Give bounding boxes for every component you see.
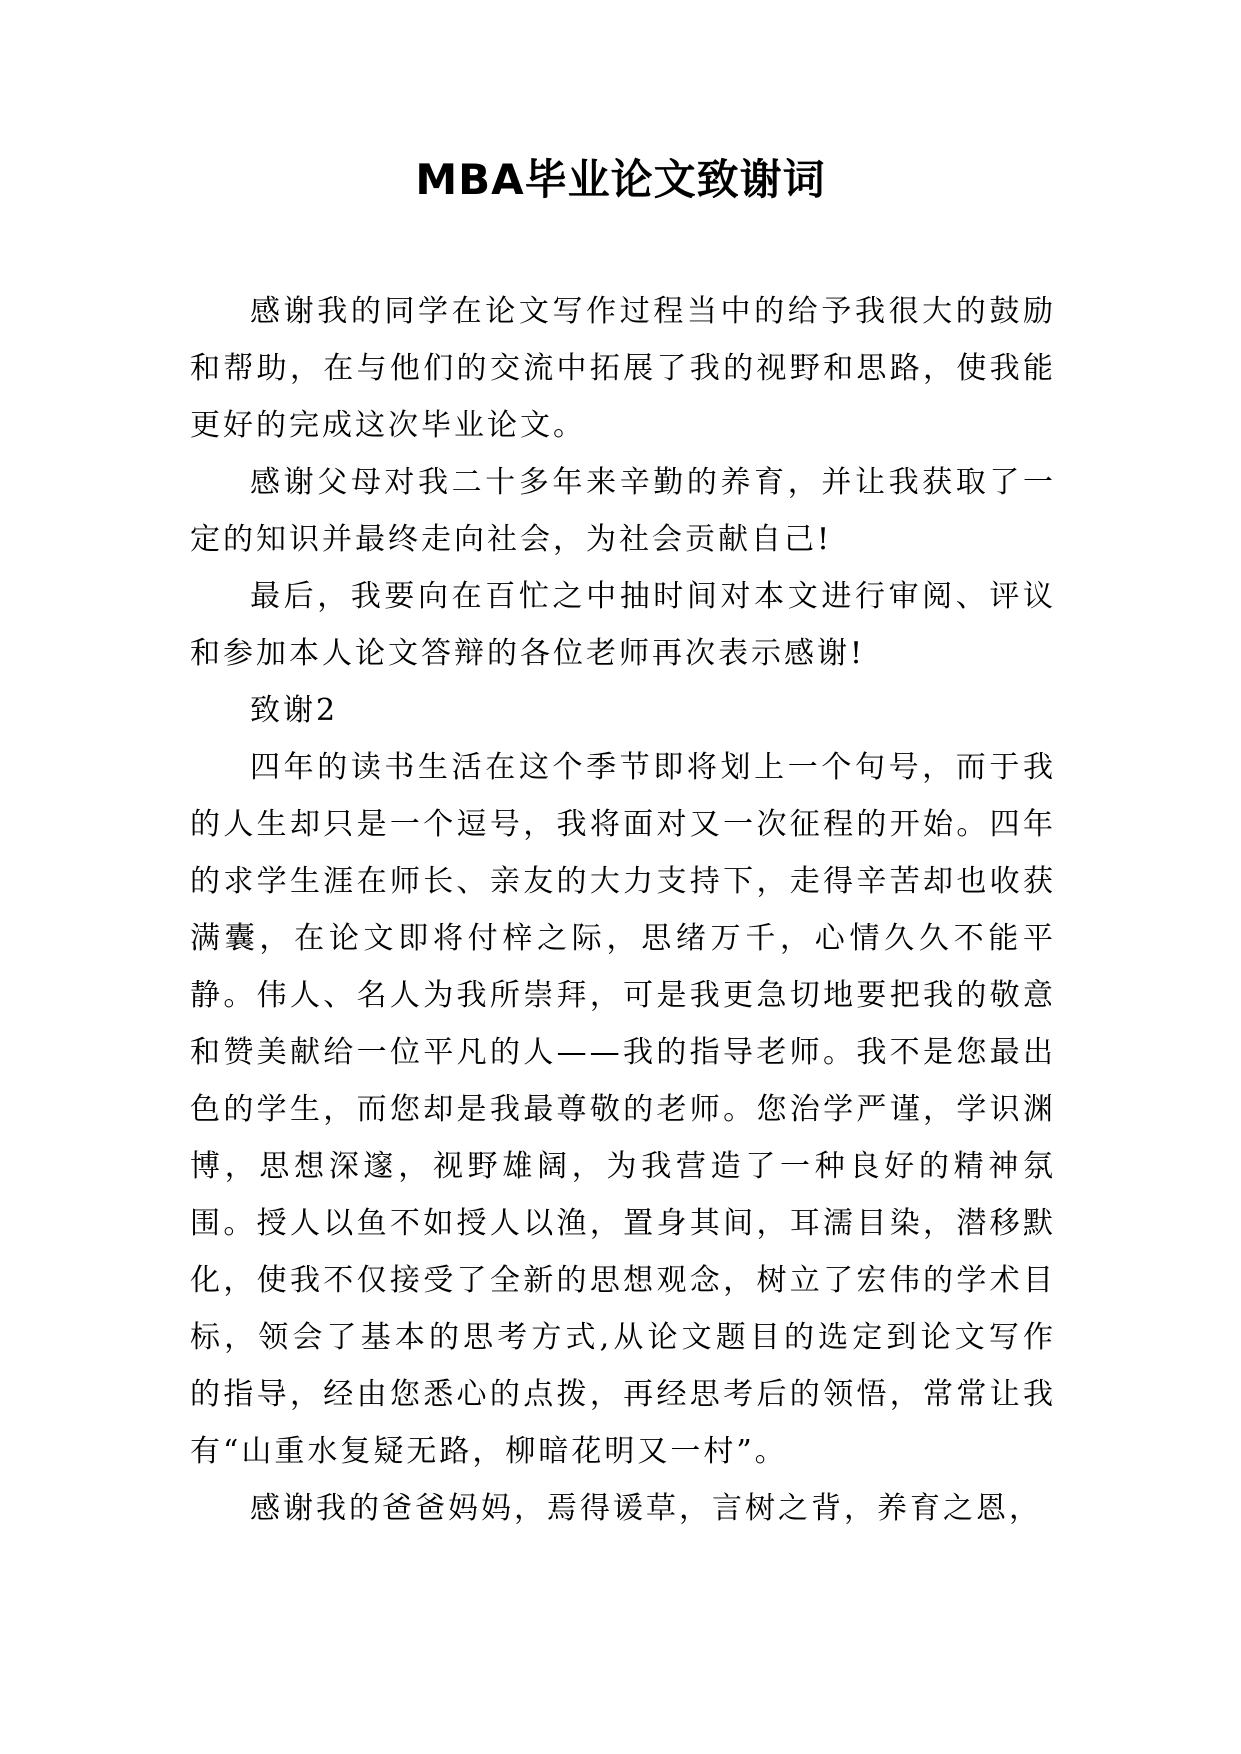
document-body xyxy=(190,283,1056,1537)
paragraph-thanks-mom-dad: 感谢我的爸爸妈妈，焉得谖草，言树之背，养育之恩， xyxy=(250,1491,1042,1526)
section-heading-thanks-2: 致谢2 xyxy=(250,693,339,728)
paragraph-thanks-parents: 感谢父母对我二十多年来辛勤的养育，并让我获取了一定的知识并最终走向社会，为社会贡献自己! xyxy=(190,465,1056,557)
paragraph-thanks-advisor: 四年的读书生活在这个季节即将划上一个句号，而于我的人生却只是一个逗号，我将面对又一次征程的开始。四年的求学生涯在师长、亲友的大力支持下，走得辛苦却也收获满囊，在论文即将付梓之际，思绪万千，心情久久不能平静。伟人、名人为我所崇拜，可是我更急切地要把我的敬意和赞美献给一位平凡的人——我的指导老师。我不是您最出色的学生，而您却是我最尊敬的老师。您治学严谨，学识渊博，思想深邃，视野雄阔，为我营造了一种良好的精神氛围。授人以鱼不如授人以渔，置身其间，耳濡目染，潜移默化，使我不仅接受了全新的思想观念，树立了宏伟的学术目标，领会了基本的思考方式,从论文题目的选定到论文写作的指导，经由您悉心的点拨，再经思考后的领悟，常常让我有“山重水复疑无路，柳暗花明又一村”。 xyxy=(190,750,1056,1469)
document-title: MBA毕业论文致谢词 xyxy=(415,155,826,204)
paragraph-thanks-classmates: 感谢我的同学在论文写作过程当中的给予我很大的鼓励和帮助，在与他们的交流中拓展了我的视野和思路，使我能更好的完成这次毕业论文。 xyxy=(190,294,1056,443)
paragraph-thanks-teachers: 最后，我要向在百忙之中抽时间对本文进行审阅、评议和参加本人论文答辩的各位老师再次表示感谢! xyxy=(190,579,1056,671)
